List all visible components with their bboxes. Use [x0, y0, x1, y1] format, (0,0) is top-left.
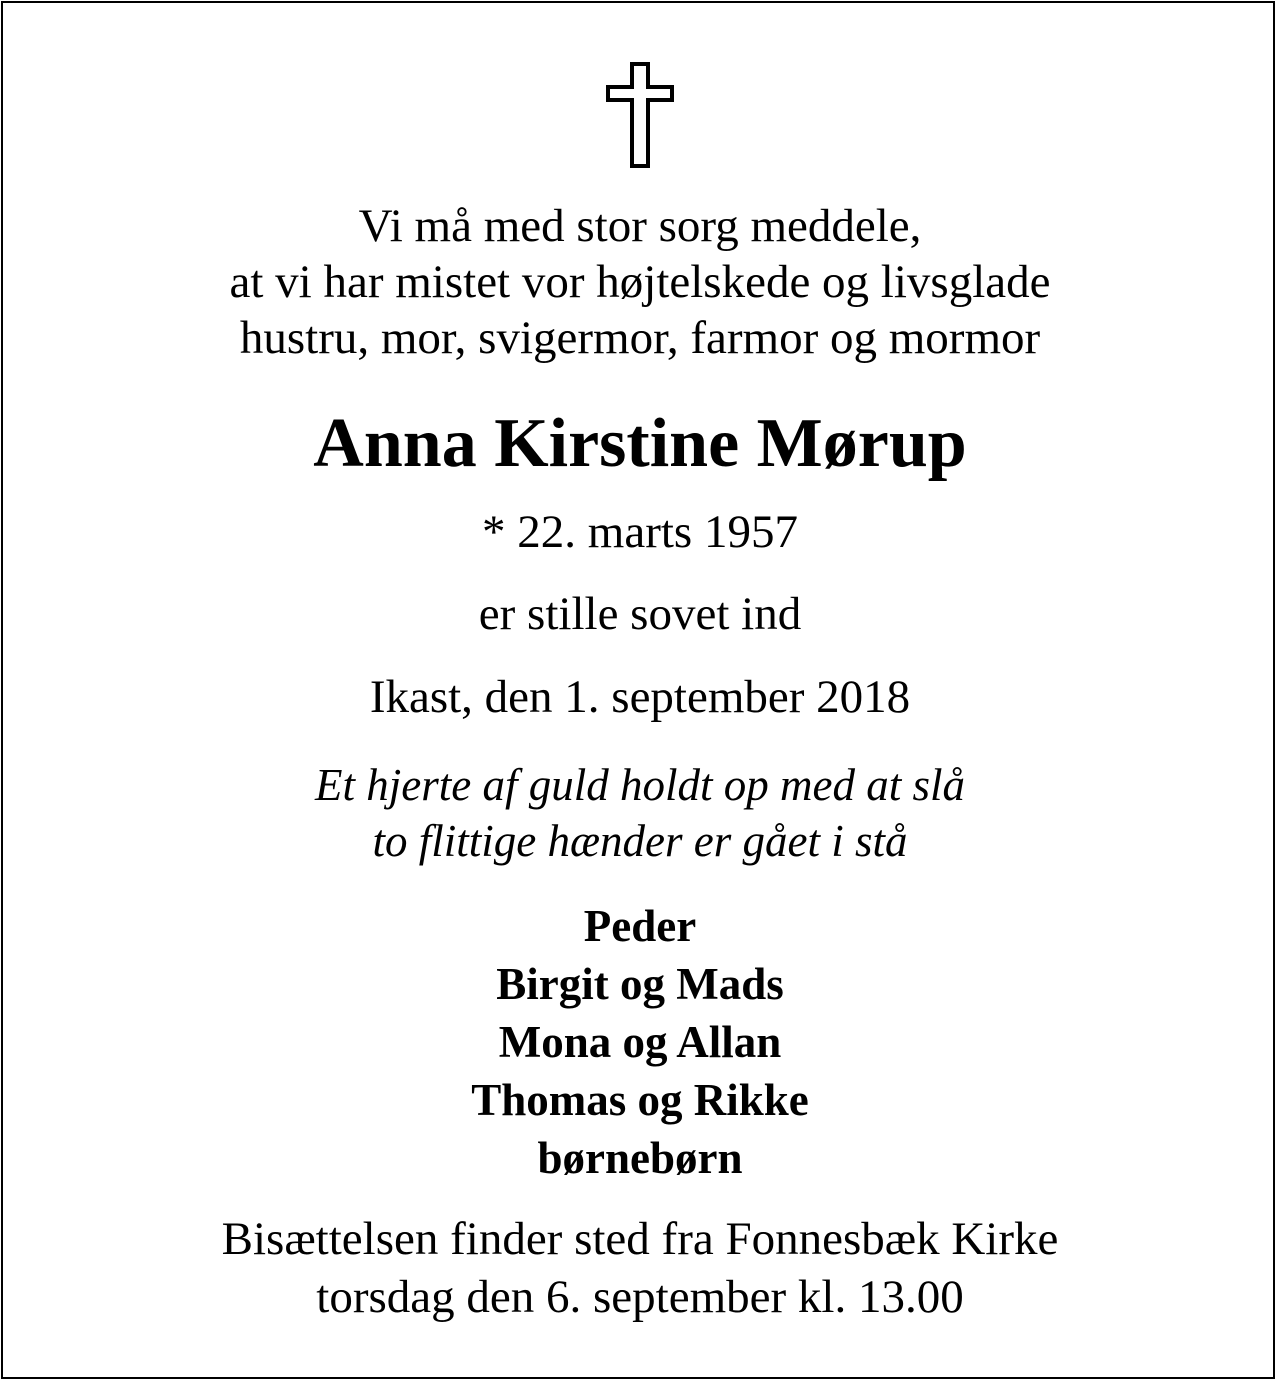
funeral-line: torsdag den 6. september kl. 13.00 [316, 1271, 964, 1323]
family-member: børnebørn [537, 1133, 743, 1183]
intro-text [0, 198, 1280, 366]
funeral-line: Bisættelsen finder sted fra Fonnesbæk Kirke [221, 1213, 1059, 1265]
verse-line: to flittige hænder er gået i stå [372, 816, 908, 866]
family-member: Mona og Allan [498, 1017, 782, 1067]
family-member: Peder [583, 901, 697, 951]
intro-line: hustru, mor, svigermor, farmor og mormor [239, 312, 1041, 364]
verse-line: Et hjerte af guld holdt op med at slå [315, 760, 965, 810]
cross-icon [604, 62, 676, 170]
place-date: Ikast, den 1. september 2018 [369, 671, 911, 723]
passed-text: er stille sovet ind [478, 588, 802, 640]
birth-date: * 22. marts 1957 [482, 506, 798, 558]
memorial-verse [0, 757, 1280, 869]
family-member: Thomas og Rikke [471, 1075, 809, 1125]
family-list [0, 897, 1280, 1187]
deceased-name: Anna Kirstine Mørup [313, 405, 967, 482]
funeral-info [0, 1210, 1280, 1326]
family-member: Birgit og Mads [496, 959, 784, 1009]
intro-line: at vi har mistet vor højtelskede og livsglade [229, 256, 1051, 308]
intro-line: Vi må med stor sorg meddele, [358, 200, 922, 252]
